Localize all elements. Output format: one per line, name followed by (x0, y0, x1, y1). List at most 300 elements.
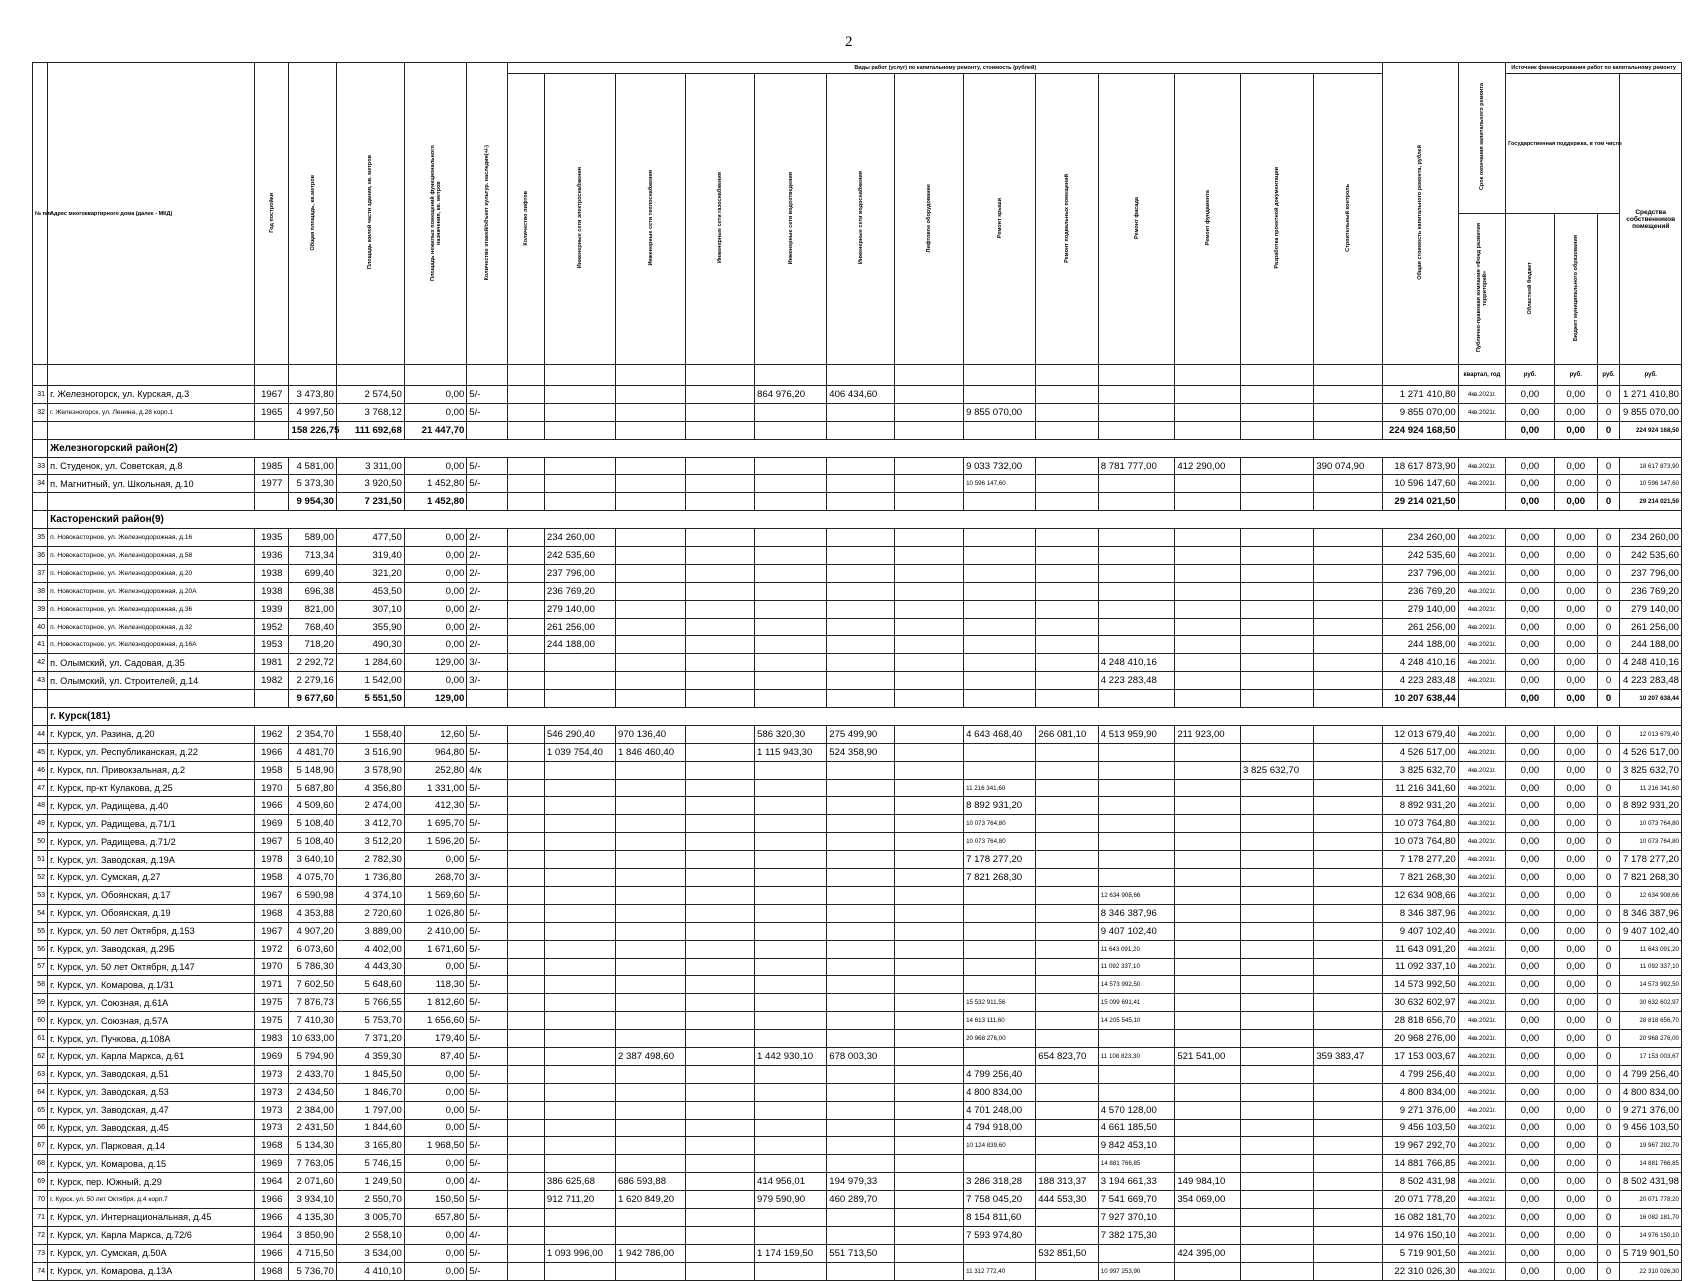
row-work-control (1314, 386, 1383, 404)
table-row (33, 743, 1682, 761)
cell-empty (895, 690, 964, 708)
table-header (33, 63, 1682, 386)
row-owners: 8 346 387,96 (1620, 904, 1682, 922)
row-work-foundation (1175, 833, 1241, 851)
row-work-control (1314, 1012, 1383, 1030)
row-work-drainage: 1 115 943,30 (755, 743, 827, 761)
row-floors: 5/- (467, 797, 508, 815)
row-work-water (827, 403, 895, 421)
row-work-basement (1036, 833, 1099, 851)
row-oblast: 0,00 (1554, 547, 1597, 565)
row-work-gas (686, 815, 755, 833)
cell-empty (1175, 421, 1241, 439)
row-work-roof (964, 529, 1036, 547)
row-work-elevator (895, 797, 964, 815)
row-number: 39 (33, 600, 48, 618)
row-owners: 5 719 901,50 (1620, 1244, 1682, 1262)
row-year: 1966 (255, 1191, 289, 1209)
row-number: 63 (33, 1065, 48, 1083)
row-work-drainage (755, 1226, 827, 1244)
row-oblast: 0,00 (1554, 1083, 1597, 1101)
row-work-elevator (895, 851, 964, 869)
row-work-heating (616, 1012, 686, 1030)
row-number: 34 (33, 475, 48, 493)
table-row (33, 1244, 1682, 1262)
row-work-elevator (895, 1191, 964, 1209)
row-floors: 2/- (467, 636, 508, 654)
row-living-area: 5 746,15 (336, 1155, 404, 1173)
row-address: г. Курск, ул. Заводская, д.29Б (48, 940, 255, 958)
cell-empty (1175, 493, 1241, 511)
row-work-gas (686, 869, 755, 887)
row-living-area: 3 512,20 (336, 833, 404, 851)
cell-empty (508, 421, 545, 439)
row-work-basement (1036, 761, 1099, 779)
row-work-roof: 7 593 974,80 (964, 1226, 1036, 1244)
row-nonres-area: 0,00 (404, 1119, 467, 1137)
row-work-basement: 266 081,10 (1036, 725, 1099, 743)
row-owners: 19 967 292,70 (1620, 1137, 1682, 1155)
row-year: 1967 (255, 922, 289, 940)
row-work-gas (686, 886, 755, 904)
row-owners: 11 216 341,60 (1620, 779, 1682, 797)
row-elevators (508, 1208, 545, 1226)
row-work-elevator (895, 761, 964, 779)
row-address: п. Новокасторное, ул. Железнодорожная, д.32 (48, 618, 255, 636)
row-fund: 0,00 (1506, 761, 1555, 779)
row-address: г. Курск, ул. Союзная, д.61А (48, 994, 255, 1012)
row-elevators (508, 869, 545, 887)
row-total-cost: 9 855 070,00 (1383, 403, 1458, 421)
row-work-control (1314, 1262, 1383, 1280)
row-address: г. Курск, ул. Сумская, д.27 (48, 869, 255, 887)
row-year: 1968 (255, 1262, 289, 1280)
row-fund: 0,00 (1506, 618, 1555, 636)
subtotal-cost: 29 214 021,50 (1383, 493, 1458, 511)
row-number: 64 (33, 1083, 48, 1101)
col-fund: Публично-правовая компания «Фонд развития территорий» (1458, 214, 1505, 365)
row-work-facade (1098, 761, 1175, 779)
row-work-gas (686, 833, 755, 851)
row-year: 1982 (255, 672, 289, 690)
row-number: 57 (33, 958, 48, 976)
page-number: 2 (845, 34, 853, 50)
row-work-elevator (895, 1155, 964, 1173)
row-work-roof (964, 1155, 1036, 1173)
cell-empty (1314, 421, 1383, 439)
row-total-area: 589,00 (289, 529, 336, 547)
row-year: 1966 (255, 1244, 289, 1262)
row-work-roof: 4 800 834,00 (964, 1083, 1036, 1101)
row-work-facade: 4 661 185,50 (1098, 1119, 1175, 1137)
row-work-heating (616, 654, 686, 672)
row-work-design (1241, 618, 1314, 636)
row-work-gas (686, 457, 755, 475)
row-work-facade (1098, 1030, 1175, 1048)
row-living-area: 3 768,12 (336, 403, 404, 421)
row-work-elevator (895, 457, 964, 475)
row-work-gas (686, 761, 755, 779)
table-row (33, 1137, 1682, 1155)
row-fund: 0,00 (1506, 1083, 1555, 1101)
row-work-electric (544, 976, 615, 994)
row-living-area: 307,10 (336, 600, 404, 618)
table-row (33, 618, 1682, 636)
row-address: г. Курск, ул. Интернациональная, д.45 (48, 1208, 255, 1226)
row-owners: 4 800 834,00 (1620, 1083, 1682, 1101)
row-address: п. Новокасторное, ул. Железнодорожная, д.58 (48, 547, 255, 565)
row-total-area: 7 763,05 (289, 1155, 336, 1173)
row-work-foundation (1175, 386, 1241, 404)
row-work-drainage (755, 851, 827, 869)
row-work-roof (964, 904, 1036, 922)
row-work-gas (686, 1012, 755, 1030)
row-work-foundation (1175, 1065, 1241, 1083)
table-row (33, 904, 1682, 922)
row-number: 67 (33, 1137, 48, 1155)
row-total-cost: 20 071 778,20 (1383, 1191, 1458, 1209)
row-work-elevator (895, 636, 964, 654)
row-address: г. Курск, ул. Республиканская, д.22 (48, 743, 255, 761)
col-work-basement: Ремонт подвальных помещений (1036, 74, 1099, 365)
row-work-control (1314, 1065, 1383, 1083)
row-municipal: 0 (1597, 1244, 1620, 1262)
row-work-water: 524 358,90 (827, 743, 895, 761)
row-work-foundation: 412 290,00 (1175, 457, 1241, 475)
row-elevators (508, 958, 545, 976)
row-year: 1966 (255, 797, 289, 815)
row-work-foundation (1175, 797, 1241, 815)
col-work-facade: Ремонт фасада (1098, 74, 1175, 365)
row-work-gas (686, 1244, 755, 1262)
row-municipal: 0 (1597, 976, 1620, 994)
row-total-cost: 10 073 764,80 (1383, 815, 1458, 833)
row-oblast: 0,00 (1554, 1030, 1597, 1048)
row-work-heating (616, 922, 686, 940)
row-work-electric (544, 1226, 615, 1244)
cell-empty (827, 493, 895, 511)
row-living-area: 4 359,30 (336, 1047, 404, 1065)
row-oblast: 0,00 (1554, 1262, 1597, 1280)
row-work-facade (1098, 797, 1175, 815)
col-work-heating: Инженерные сети теплоснабжения (616, 74, 686, 365)
row-work-heating (616, 815, 686, 833)
row-total-area: 2 354,70 (289, 725, 336, 743)
row-year: 1973 (255, 1119, 289, 1137)
row-oblast: 0,00 (1554, 529, 1597, 547)
row-deadline: 4кв.2021г. (1458, 886, 1505, 904)
row-work-roof: 4 701 248,00 (964, 1101, 1036, 1119)
row-fund: 0,00 (1506, 1030, 1555, 1048)
row-work-water (827, 547, 895, 565)
row-number: 73 (33, 1244, 48, 1262)
cell-empty (1458, 421, 1505, 439)
row-work-roof (964, 940, 1036, 958)
row-year: 1966 (255, 1208, 289, 1226)
row-work-foundation (1175, 1119, 1241, 1137)
row-owners: 28 818 656,70 (1620, 1012, 1682, 1030)
row-owners: 4 248 410,16 (1620, 654, 1682, 672)
row-number: 41 (33, 636, 48, 654)
row-nonres-area: 1 026,80 (404, 904, 467, 922)
table-row (33, 1119, 1682, 1137)
row-municipal: 0 (1597, 904, 1620, 922)
row-owners: 30 632 602,97 (1620, 994, 1682, 1012)
row-total-area: 768,40 (289, 618, 336, 636)
row-nonres-area: 964,80 (404, 743, 467, 761)
row-work-gas (686, 725, 755, 743)
row-total-area: 4 581,00 (289, 457, 336, 475)
row-work-design (1241, 958, 1314, 976)
row-owners: 11 092 337,10 (1620, 958, 1682, 976)
row-total-area: 5 373,30 (289, 475, 336, 493)
col-work-elevator: Лифтовое оборудование (895, 74, 964, 365)
row-work-control: 359 383,47 (1314, 1047, 1383, 1065)
row-work-gas (686, 1173, 755, 1191)
row-work-facade (1098, 851, 1175, 869)
table-row (33, 1226, 1682, 1244)
row-elevators (508, 1119, 545, 1137)
row-owners: 4 526 517,00 (1620, 743, 1682, 761)
row-municipal: 0 (1597, 958, 1620, 976)
table-row (33, 386, 1682, 404)
row-work-control (1314, 1155, 1383, 1173)
row-total-cost: 20 968 276,00 (1383, 1030, 1458, 1048)
cell-empty (686, 421, 755, 439)
row-year: 1962 (255, 725, 289, 743)
row-total-cost: 244 188,00 (1383, 636, 1458, 654)
row-work-foundation (1175, 743, 1241, 761)
row-work-design (1241, 1244, 1314, 1262)
row-address: п. Магнитный, ул. Школьная, д.10 (48, 475, 255, 493)
subtotal-living-area: 5 551,50 (336, 690, 404, 708)
row-work-electric (544, 1155, 615, 1173)
row-work-facade: 9 407 102,40 (1098, 922, 1175, 940)
row-work-design (1241, 1262, 1314, 1280)
row-total-cost: 12 013 679,40 (1383, 725, 1458, 743)
row-number: 53 (33, 886, 48, 904)
row-owners: 17 153 003,67 (1620, 1047, 1682, 1065)
row-work-roof: 11 312 772,40 (964, 1262, 1036, 1280)
row-municipal: 0 (1597, 797, 1620, 815)
row-floors: 4/к (467, 761, 508, 779)
row-nonres-area: 412,30 (404, 797, 467, 815)
row-work-water (827, 654, 895, 672)
row-work-foundation (1175, 940, 1241, 958)
row-year: 1939 (255, 600, 289, 618)
row-number: 51 (33, 851, 48, 869)
cell-empty (1241, 690, 1314, 708)
row-year: 1968 (255, 1137, 289, 1155)
row-work-electric (544, 869, 615, 887)
row-floors: 5/- (467, 1030, 508, 1048)
row-work-gas (686, 797, 755, 815)
row-fund: 0,00 (1506, 815, 1555, 833)
row-work-drainage: 979 590,90 (755, 1191, 827, 1209)
row-nonres-area: 0,00 (404, 958, 467, 976)
row-work-heating (616, 779, 686, 797)
col-work-water: Инженерные сети водоснабжения (827, 74, 895, 365)
row-owners: 7 178 277,20 (1620, 851, 1682, 869)
row-work-foundation: 521 541,00 (1175, 1047, 1241, 1065)
row-fund: 0,00 (1506, 386, 1555, 404)
row-work-heating (616, 386, 686, 404)
row-number: 31 (33, 386, 48, 404)
row-floors: 5/- (467, 1119, 508, 1137)
row-deadline: 4кв.2021г. (1458, 1065, 1505, 1083)
col-work-electric: Инженерные сети электроснабжения (544, 74, 615, 365)
row-work-heating: 1 620 849,20 (616, 1191, 686, 1209)
row-total-area: 3 640,10 (289, 851, 336, 869)
row-work-control (1314, 654, 1383, 672)
row-living-area: 4 374,10 (336, 886, 404, 904)
row-work-heating (616, 1065, 686, 1083)
row-total-cost: 11 643 091,20 (1383, 940, 1458, 958)
row-work-elevator (895, 1244, 964, 1262)
row-work-control (1314, 1173, 1383, 1191)
row-owners: 279 140,00 (1620, 600, 1682, 618)
row-work-water (827, 636, 895, 654)
row-work-water: 460 289,70 (827, 1191, 895, 1209)
row-work-foundation: 354 069,00 (1175, 1191, 1241, 1209)
row-nonres-area: 0,00 (404, 403, 467, 421)
row-total-area: 4 481,70 (289, 743, 336, 761)
row-work-elevator (895, 600, 964, 618)
row-work-foundation (1175, 475, 1241, 493)
row-work-drainage (755, 672, 827, 690)
row-total-cost: 9 271 376,00 (1383, 1101, 1458, 1119)
row-floors: 2/- (467, 564, 508, 582)
row-address: г. Курск, пер. Южный, д.29 (48, 1173, 255, 1191)
row-work-basement (1036, 976, 1099, 994)
row-nonres-area: 268,70 (404, 869, 467, 887)
row-work-design (1241, 529, 1314, 547)
row-work-water (827, 833, 895, 851)
row-oblast: 0,00 (1554, 869, 1597, 887)
row-deadline: 4кв.2021г. (1458, 564, 1505, 582)
row-work-basement: 444 553,30 (1036, 1191, 1099, 1209)
row-work-elevator (895, 564, 964, 582)
row-work-design (1241, 743, 1314, 761)
row-work-electric (544, 1208, 615, 1226)
row-address: г. Курск, ул. Заводская, д.51 (48, 1065, 255, 1083)
row-deadline: 4кв.2021г. (1458, 1137, 1505, 1155)
row-address: г. Курск, ул. Заводская, д.19А (48, 851, 255, 869)
table-row (33, 547, 1682, 565)
row-work-heating (616, 1101, 686, 1119)
row-owners: 7 821 268,30 (1620, 869, 1682, 887)
row-total-cost: 28 818 656,70 (1383, 1012, 1458, 1030)
row-work-basement (1036, 886, 1099, 904)
row-work-foundation (1175, 618, 1241, 636)
table-row (33, 1101, 1682, 1119)
row-deadline: 4кв.2021г. (1458, 1173, 1505, 1191)
subtotal-row (33, 493, 1682, 511)
row-work-water (827, 761, 895, 779)
row-work-basement (1036, 672, 1099, 690)
row-work-elevator (895, 618, 964, 636)
row-number: 46 (33, 761, 48, 779)
row-elevators (508, 564, 545, 582)
row-work-water (827, 922, 895, 940)
col-work-drainage: Инженерные сети водоотведения (755, 74, 827, 365)
row-address: г. Курск, ул. Комарова, д.13А (48, 1262, 255, 1280)
row-living-area: 1 845,50 (336, 1065, 404, 1083)
row-fund: 0,00 (1506, 1208, 1555, 1226)
row-work-design (1241, 1226, 1314, 1244)
row-work-heating (616, 547, 686, 565)
row-work-electric (544, 833, 615, 851)
cell-empty (508, 690, 545, 708)
row-work-roof: 14 613 111,60 (964, 1012, 1036, 1030)
row-number: 43 (33, 672, 48, 690)
row-elevators (508, 547, 545, 565)
row-elevators (508, 636, 545, 654)
col-living-area: Площадь жилой части здания, кв. метров (336, 63, 404, 365)
row-year: 1958 (255, 761, 289, 779)
row-deadline: 4кв.2021г. (1458, 654, 1505, 672)
units-row (33, 365, 1682, 386)
row-number: 40 (33, 618, 48, 636)
row-municipal: 0 (1597, 564, 1620, 582)
row-fund: 0,00 (1506, 1173, 1555, 1191)
row-work-elevator (895, 1262, 964, 1280)
row-work-roof: 15 532 911,56 (964, 994, 1036, 1012)
row-work-foundation (1175, 1012, 1241, 1030)
row-number: 50 (33, 833, 48, 851)
row-work-basement (1036, 1012, 1099, 1030)
row-work-control (1314, 797, 1383, 815)
row-living-area: 2 782,30 (336, 851, 404, 869)
col-funding-group: Источник финансирования работ по капитальному ремонту (1506, 63, 1682, 74)
row-work-roof (964, 547, 1036, 565)
row-living-area: 5 753,70 (336, 1012, 404, 1030)
row-year: 1975 (255, 994, 289, 1012)
row-number: 69 (33, 1173, 48, 1191)
row-fund: 0,00 (1506, 600, 1555, 618)
subtotal-cost: 10 207 638,44 (1383, 690, 1458, 708)
cell-empty (755, 493, 827, 511)
row-total-cost: 3 825 632,70 (1383, 761, 1458, 779)
row-nonres-area: 2 410,00 (404, 922, 467, 940)
row-work-elevator (895, 1119, 964, 1137)
row-fund: 0,00 (1506, 1101, 1555, 1119)
row-work-design (1241, 1191, 1314, 1209)
row-work-elevator (895, 1208, 964, 1226)
row-fund: 0,00 (1506, 564, 1555, 582)
row-work-design (1241, 564, 1314, 582)
row-work-heating (616, 618, 686, 636)
row-work-basement (1036, 743, 1099, 761)
row-floors: 5/- (467, 457, 508, 475)
row-work-gas (686, 403, 755, 421)
row-work-basement (1036, 654, 1099, 672)
row-oblast: 0,00 (1554, 636, 1597, 654)
row-nonres-area: 118,30 (404, 976, 467, 994)
row-oblast: 0,00 (1554, 1155, 1597, 1173)
row-living-area: 3 165,80 (336, 1137, 404, 1155)
row-work-control (1314, 547, 1383, 565)
row-work-electric: 912 711,20 (544, 1191, 615, 1209)
row-work-foundation (1175, 1137, 1241, 1155)
row-work-elevator (895, 743, 964, 761)
row-year: 1985 (255, 457, 289, 475)
row-oblast: 0,00 (1554, 1173, 1597, 1191)
row-work-drainage (755, 1137, 827, 1155)
row-work-facade (1098, 582, 1175, 600)
row-work-gas (686, 743, 755, 761)
row-floors: 5/- (467, 386, 508, 404)
